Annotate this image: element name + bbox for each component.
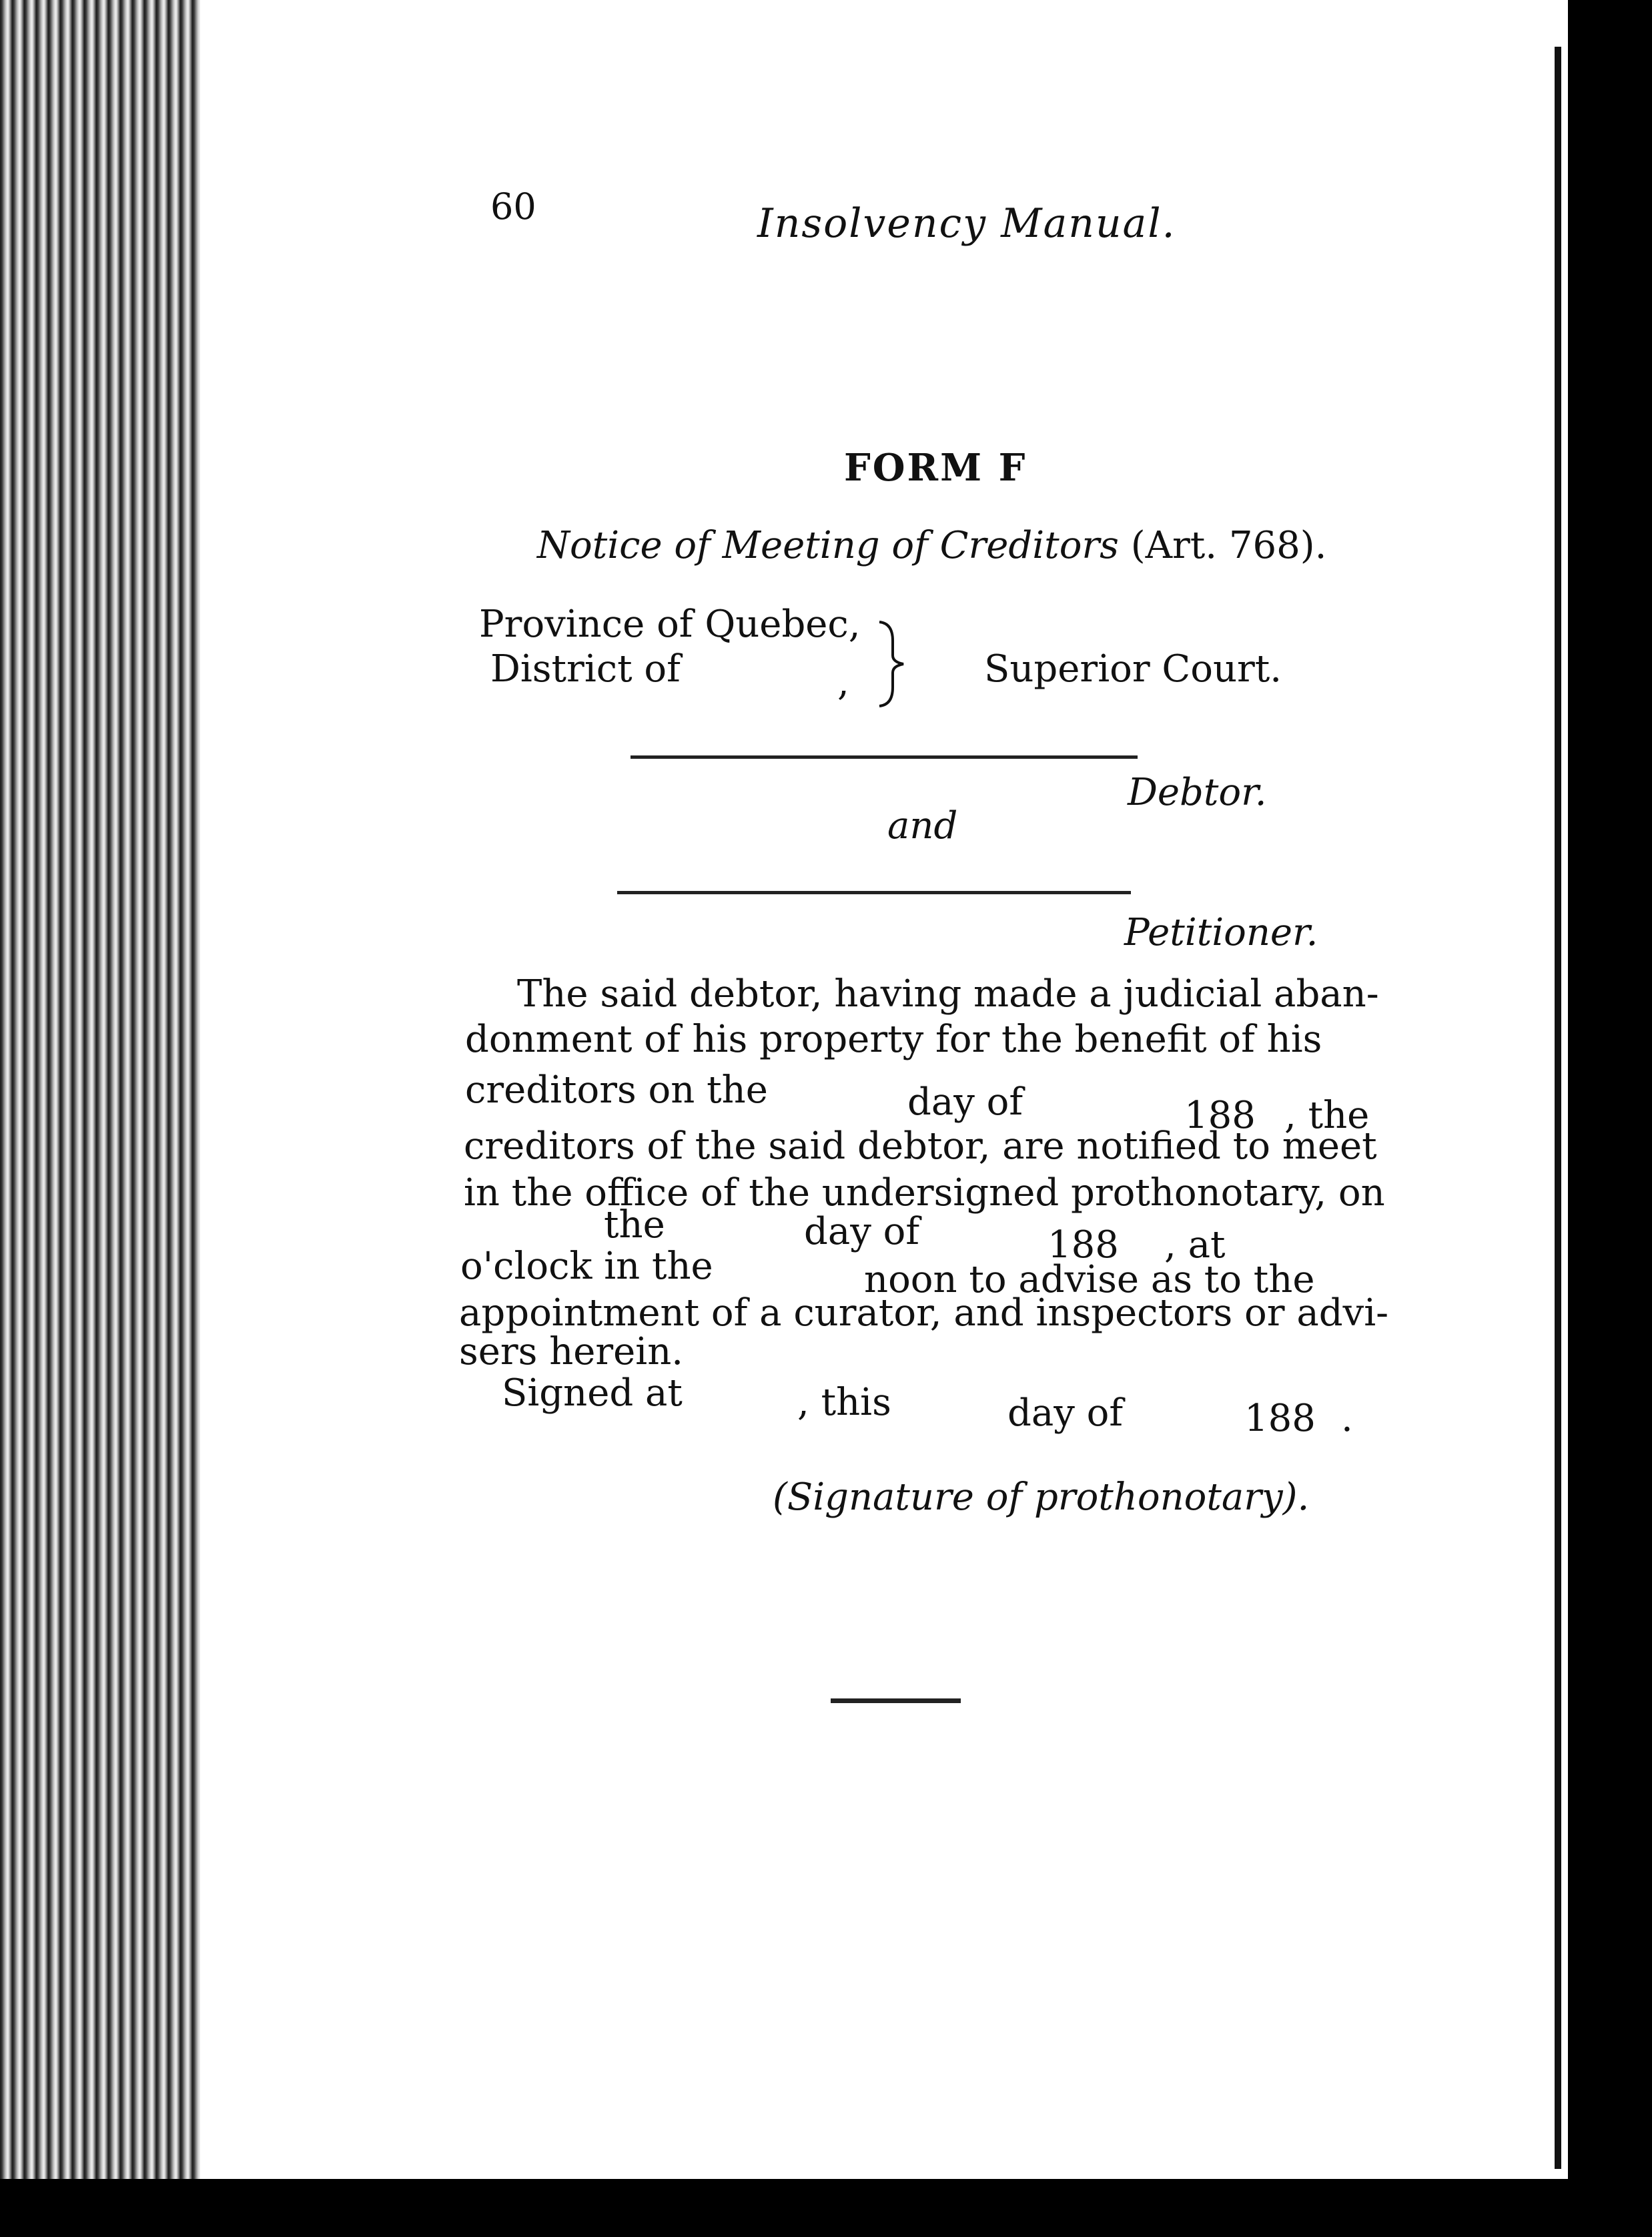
body-line-4: creditors of the said debtor, are notified to meet (464, 1125, 1377, 1168)
caption-district: District of (490, 647, 681, 691)
body-line-3-c: 188 (1184, 1094, 1256, 1137)
body-line-2: donment of his property for the benefit of his (465, 1018, 1322, 1061)
body-line-6-d: , at (1164, 1223, 1226, 1267)
label-and: and (887, 804, 958, 848)
petitioner-name-line (617, 891, 1131, 894)
body-line-9: sers herein. (459, 1330, 684, 1373)
form-title: FORM F (844, 446, 1027, 490)
caption-court: Superior Court. (984, 647, 1282, 691)
signed-line-b: , this (797, 1381, 891, 1424)
signed-line-e: . (1341, 1397, 1353, 1440)
signature-line: (Signature of prothonotary). (773, 1476, 1310, 1519)
page-number: 60 (490, 186, 536, 228)
end-rule (831, 1698, 961, 1703)
form-subtitle (537, 524, 1326, 567)
label-petitioner: Petitioner. (1124, 911, 1318, 954)
signed-line-a: Signed at (502, 1371, 683, 1415)
caption-province: Province of Quebec, (479, 603, 861, 646)
form-subtitle-title: Notice of Meeting of Creditors (537, 524, 1119, 567)
book-page (200, 0, 1568, 2179)
body-line-6-b: day of (804, 1210, 920, 1253)
signed-line-d: 188 (1244, 1397, 1316, 1440)
debtor-name-line (631, 755, 1138, 759)
form-subtitle-reference: (Art. 768). (1130, 524, 1327, 567)
body-line-1: The said debtor, having made a judicial aban- (517, 972, 1379, 1016)
signed-line-c: day of (1007, 1391, 1124, 1435)
scan-border-bottom (0, 2179, 1652, 2237)
scan-border-right (1568, 0, 1652, 2237)
book-spine-edge (0, 0, 220, 2237)
caption-district-comma: , (837, 661, 849, 704)
label-debtor: Debtor. (1128, 771, 1267, 814)
body-line-7-a: o'clock in the (460, 1245, 713, 1288)
running-title: Insolvency Manual. (757, 200, 1176, 247)
body-line-3-d: , the (1284, 1094, 1370, 1137)
body-line-5: in the office of the undersigned prothonotary, on (464, 1171, 1385, 1215)
body-line-6-c: 188 (1048, 1223, 1119, 1267)
body-line-6-a: the (604, 1203, 665, 1247)
body-line-3-a: creditors on the (465, 1068, 768, 1112)
body-line-3-b: day of (907, 1080, 1023, 1124)
body-line-8: appointment of a curator, and inspectors or advi- (459, 1291, 1389, 1335)
caption-brace (874, 621, 907, 707)
body-line-7-b: noon to advise as to the (864, 1258, 1315, 1301)
